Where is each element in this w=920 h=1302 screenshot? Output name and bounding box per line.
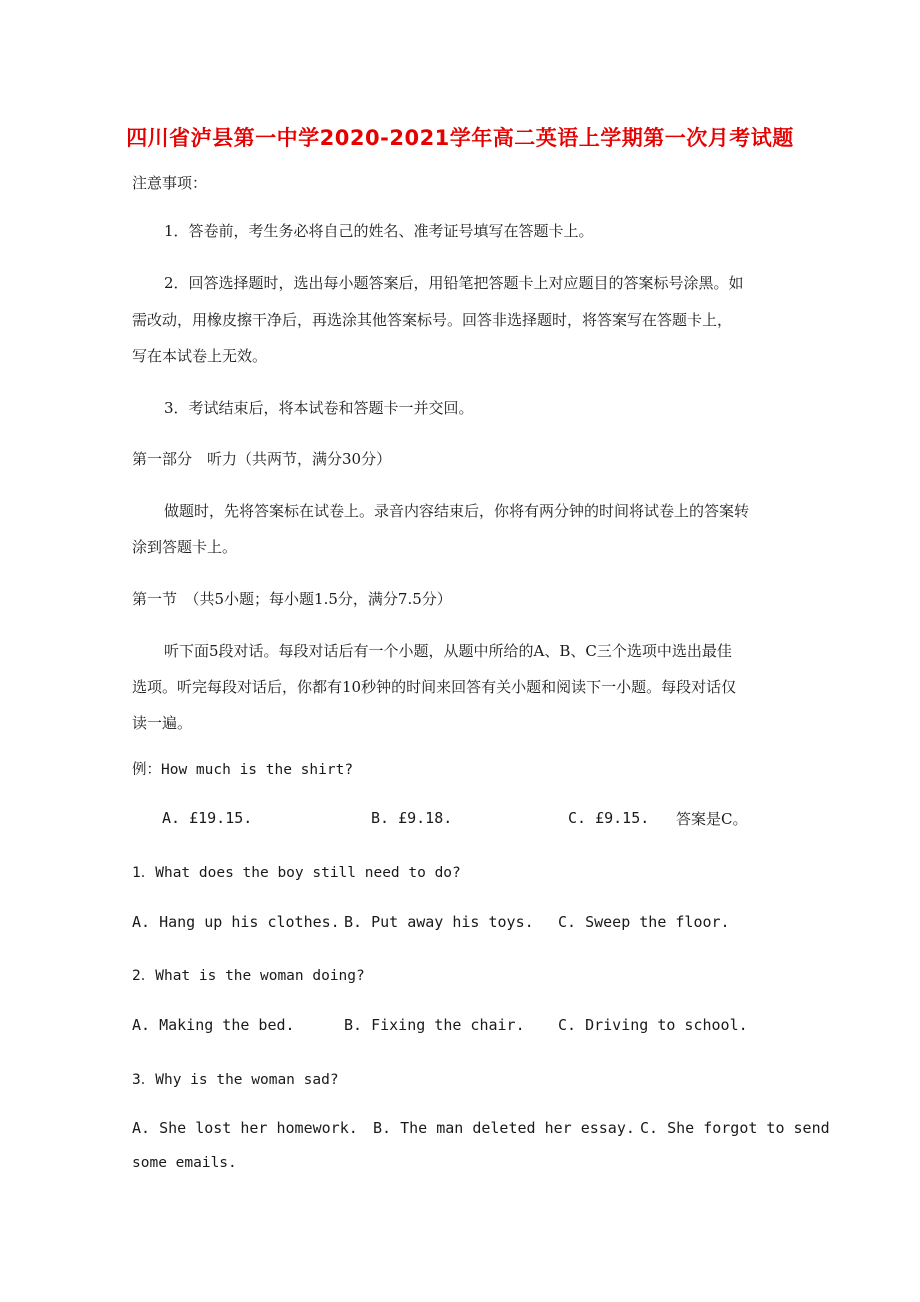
section1-instruction-line-2: 选项。听完每段对话后，你都有10秒钟的时间来回答有关小题和阅读下一小题。每段对话仅 [132,678,737,696]
notice-item-1: 1．答卷前，考生务必将自己的姓名、准考证号填写在答题卡上。 [164,222,594,240]
question-3-option-c-continued: some emails. [132,1155,237,1171]
question-2-option-a: A. Making the bed. [132,1016,295,1034]
question-1-option-b: B. Put away his toys. [344,913,534,931]
question-1-option-c: C. Sweep the floor. [558,913,730,931]
section1-instruction-line-3: 读一遍。 [132,714,193,732]
part1-heading: 第一部分 听力（共两节，满分30分） [132,450,392,468]
notice-item-3: 3．考试结束后，将本试卷和答题卡一并交回。 [164,399,474,417]
example-option-c: C. £9.15. [568,809,650,827]
section1-heading: 第一节 （共5小题；每小题1.5分，满分7.5分） [132,590,452,608]
notice-header: 注意事项： [132,174,208,192]
question-3-option-c: C. She forgot to send [640,1119,830,1137]
part1-instruction-line-1: 做题时，先将答案标在试卷上。录音内容结束后，你将有两分钟的时间将试卷上的答案转 [164,502,750,520]
question-1: 1．What does the boy still need to do? [132,865,461,881]
example-option-b: B. £9.18. [371,809,453,827]
question-3: 3．Why is the woman sad? [132,1072,339,1088]
question-2-option-c: C. Driving to school. [558,1016,748,1034]
section1-instruction-line-1: 听下面5段对话。每段对话后有一个小题，从题中所给的A、B、C三个选项中选出最佳 [164,642,732,660]
example-question: 例：How much is the shirt? [132,762,354,778]
notice-item-2-line-3: 写在本试卷上无效。 [132,347,268,365]
question-2: 2．What is the woman doing? [132,968,365,984]
example-answer: 答案是C。 [676,810,748,828]
notice-item-2-line-1: 2．回答选择题时，选出每小题答案后，用铅笔把答题卡上对应题目的答案标号涂黑。如 [164,274,744,292]
question-2-option-b: B. Fixing the chair. [344,1016,525,1034]
example-option-a: A. £19.15. [162,809,253,827]
question-3-option-a: A. She lost her homework. [132,1119,358,1137]
question-3-option-b: B. The man deleted her essay. [373,1119,635,1137]
notice-item-2-line-2: 需改动，用橡皮擦干净后，再选涂其他答案标号。回答非选择题时，将答案写在答题卡上， [132,311,733,329]
exam-title: 四川省泸县第一中学2020-2021学年高二英语上学期第一次月考试题 [126,126,794,150]
question-1-option-a: A. Hang up his clothes. [132,913,340,931]
part1-instruction-line-2: 涂到答题卡上。 [132,538,238,556]
